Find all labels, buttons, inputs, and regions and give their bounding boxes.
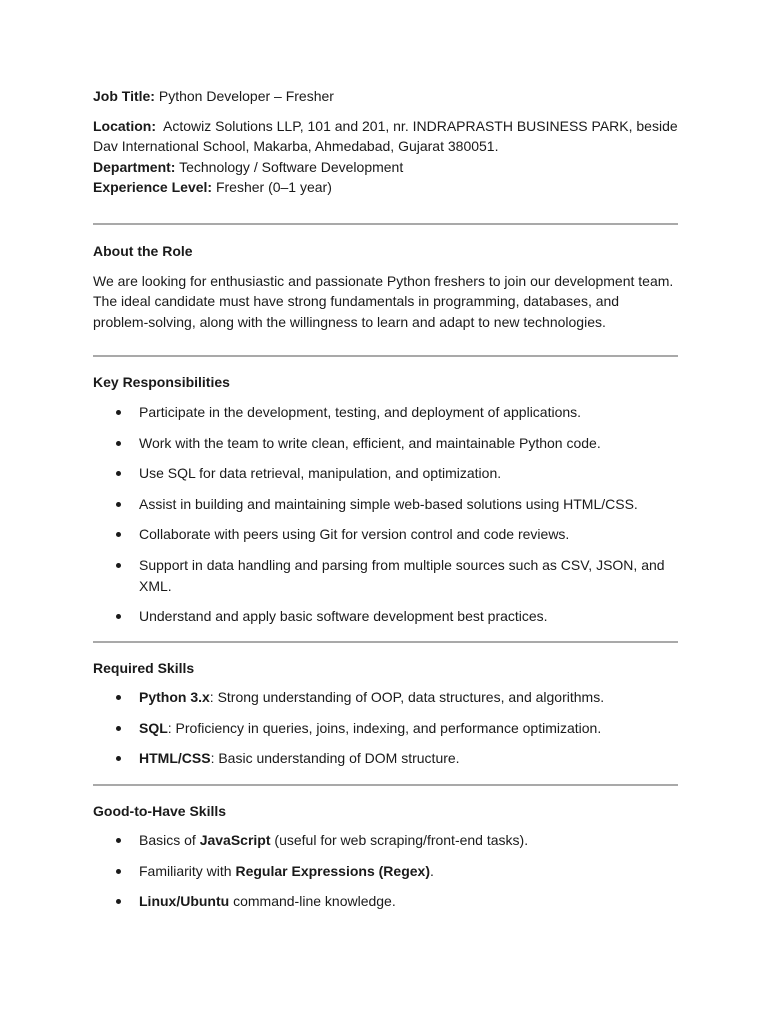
- good-skills-list: [93, 830, 678, 912]
- skill-suffix: .: [429, 862, 434, 879]
- skill-name: JavaScript: [199, 832, 271, 848]
- skill-name: Regular Expressions (Regex): [235, 862, 430, 879]
- responsibilities-list: [93, 402, 678, 627]
- list-item: [93, 402, 678, 423]
- responsibilities-title: Key Responsibilities: [93, 374, 230, 390]
- list-item: [93, 463, 678, 484]
- list-item: [93, 830, 678, 851]
- bullet-icon: [116, 441, 121, 446]
- bullet-icon: [116, 869, 121, 874]
- list-item-text: Support in data handling and parsing from multiple sources such as CSV, JSON, and XML.: [139, 556, 665, 594]
- list-item: [93, 718, 678, 739]
- skill-suffix: command-line knowledge.: [229, 893, 396, 909]
- list-item: [93, 606, 678, 627]
- about-title: About the Role: [93, 242, 193, 259]
- location-value: Actowiz Solutions LLP, 101 and 201, nr. INDRAPRASTH BUSINESS PARK, beside Dav International School, Makarba, Ahmedabad, Gujarat 380051.: [93, 117, 678, 154]
- skill-suffix: (useful for web scraping/front-end tasks).: [270, 832, 529, 848]
- job-title-value: Python Developer – Fresher: [158, 88, 334, 104]
- good-skills-title: Good-to-Have Skills: [93, 803, 227, 819]
- department-line: [93, 157, 678, 178]
- list-item: [93, 433, 678, 454]
- list-item-text: Work with the team to write clean, efficient, and maintainable Python code.: [139, 434, 601, 451]
- bullet-icon: [116, 756, 121, 761]
- list-item: [93, 494, 678, 515]
- section-divider: [93, 784, 678, 786]
- bullet-icon: [116, 471, 121, 476]
- section-divider: [93, 355, 678, 357]
- location-line: [93, 116, 678, 157]
- list-item-text: Assist in building and maintaining simple web-based solutions using HTML/CSS.: [139, 495, 638, 512]
- required-skills-list: [93, 687, 678, 769]
- skill-name: HTML/CSS: [139, 750, 211, 766]
- job-title-label: Job Title:: [93, 88, 155, 104]
- department-label: Department:: [93, 158, 176, 175]
- section-divider: [93, 641, 678, 643]
- skill-name: Linux/Ubuntu: [139, 893, 230, 909]
- skill-prefix: Basics of: [139, 832, 200, 848]
- bullet-icon: [116, 695, 121, 700]
- skill-name: Python 3.x: [139, 689, 210, 705]
- experience-value: Fresher (0–1 year): [215, 179, 332, 195]
- about-text: We are looking for enthusiastic and passionate Python freshers to join our development team. The ideal candidate must have strong fundamentals in programming, databases, and problem-solving, along with the willingness to learn and adapt to new technologies.: [93, 272, 674, 330]
- bullet-icon: [116, 502, 121, 507]
- bullet-icon: [116, 410, 121, 415]
- list-item: [93, 524, 678, 545]
- bullet-icon: [116, 838, 121, 843]
- bullet-icon: [116, 614, 121, 619]
- location-label: Location:: [93, 117, 156, 134]
- skill-description: : Strong understanding of OOP, data structures, and algorithms.: [209, 689, 605, 705]
- list-item: [93, 687, 678, 708]
- experience-line: [93, 177, 678, 198]
- required-skills-title: Required Skills: [93, 660, 195, 676]
- bullet-icon: [116, 532, 121, 537]
- document-content: [93, 86, 678, 922]
- list-item-text: Understand and apply basic software development best practices.: [139, 608, 548, 624]
- department-value: Technology / Software Development: [179, 158, 404, 175]
- skill-name: SQL: [139, 719, 168, 736]
- list-item: [93, 891, 678, 912]
- bullet-icon: [116, 563, 121, 568]
- skill-prefix: Familiarity with: [139, 862, 236, 879]
- skill-description: : Proficiency in queries, joins, indexing, and performance optimization.: [167, 719, 602, 736]
- list-item-text: Use SQL for data retrieval, manipulation, and optimization.: [139, 465, 502, 481]
- list-item: [93, 555, 678, 597]
- skill-description: : Basic understanding of DOM structure.: [210, 750, 460, 766]
- list-item-text: Collaborate with peers using Git for version control and code reviews.: [139, 526, 570, 542]
- bullet-icon: [116, 726, 121, 731]
- bullet-icon: [116, 899, 121, 904]
- experience-label: Experience Level:: [93, 179, 213, 195]
- section-divider: [93, 223, 678, 225]
- job-title-line: [93, 86, 678, 107]
- list-item: [93, 861, 678, 882]
- list-item-text: Participate in the development, testing, and deployment of applications.: [139, 404, 582, 420]
- list-item: [93, 748, 678, 769]
